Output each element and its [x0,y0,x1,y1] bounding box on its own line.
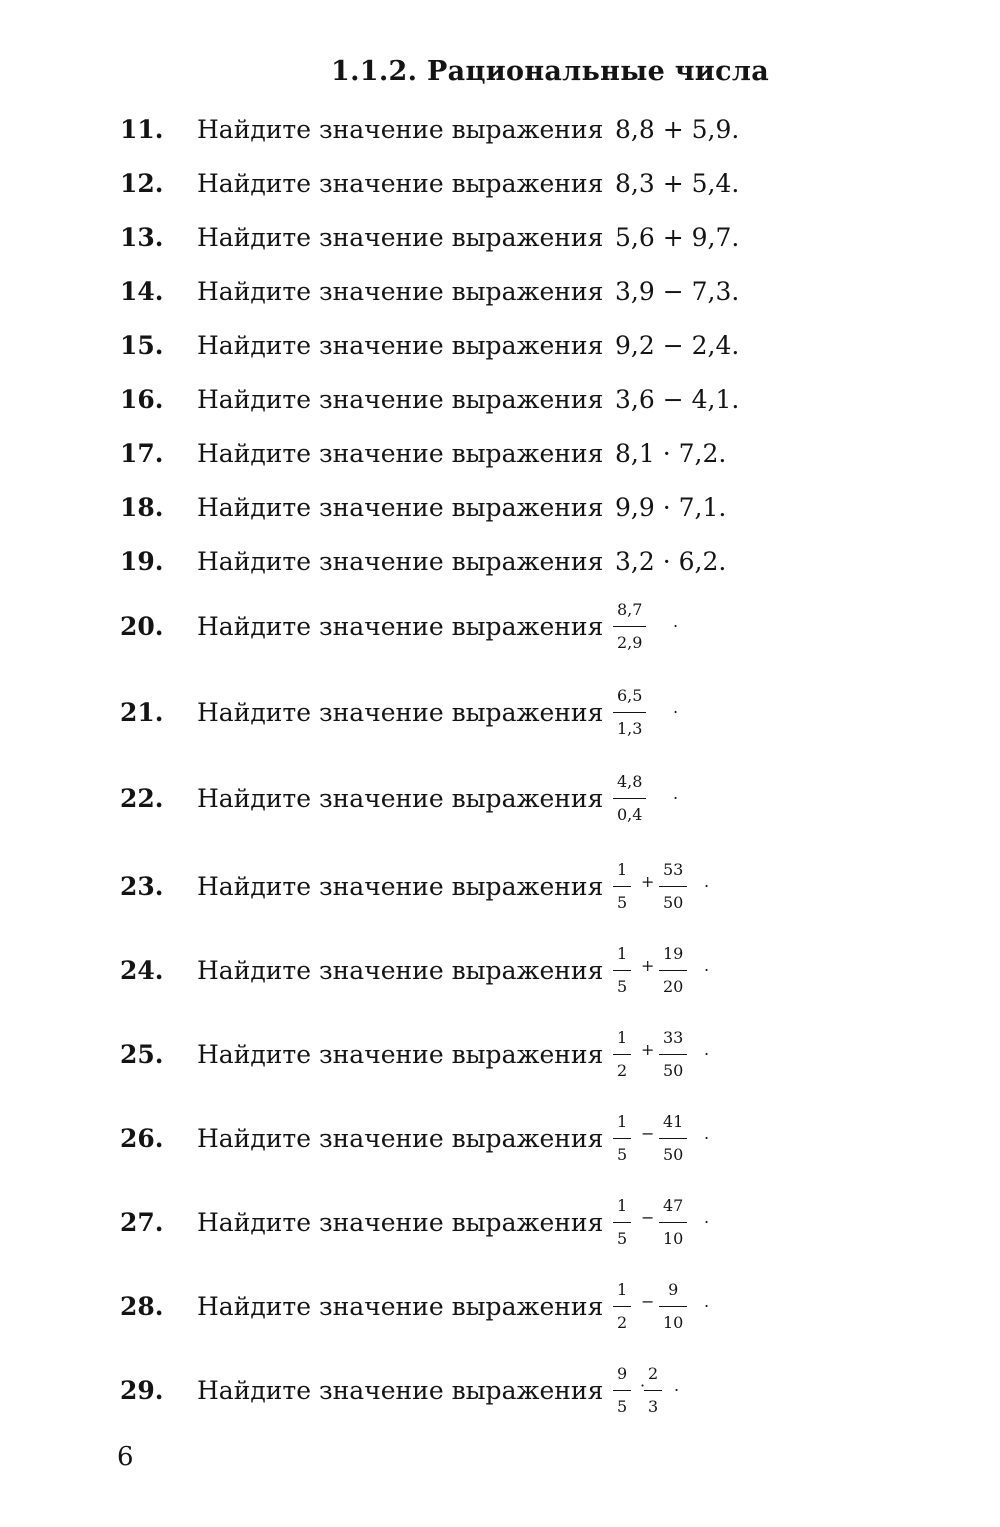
problem-prompt: Найдите значение выражения [197,169,604,198]
fraction-denominator: 10 [659,1222,687,1255]
problem-prompt: Найдите значение выражения [197,698,604,727]
fraction-denominator: 2 [613,1306,631,1339]
problem-prompt: Найдите значение выражения [197,1208,604,1237]
fraction-a [613,1022,631,1087]
operator: − [641,1292,655,1311]
problem-item [0,439,1000,479]
operator: − [641,1124,655,1143]
fraction-numerator: 47 [663,1196,684,1215]
fraction-a [613,1190,631,1255]
problem-number: 25. [120,1040,164,1069]
fraction-numerator: 1 [617,1196,628,1215]
problem-item [0,944,1000,1026]
period: . [674,1376,680,1395]
fraction-a [613,938,631,1003]
fraction-numerator: 4,8 [617,772,643,791]
fraction-denominator: 5 [613,1222,631,1255]
problem-number: 17. [120,439,164,468]
fraction-denominator: 50 [659,1138,687,1171]
fraction-denominator: 5 [613,1138,631,1171]
problem-prompt: Найдите значение выражения [197,331,604,360]
problem-prompt: Найдите значение выражения [197,115,604,144]
problem-item [0,686,1000,768]
fraction-numerator: 53 [663,860,684,879]
fraction-numerator: 19 [663,944,684,963]
problem-prompt: Найдите значение выражения [197,956,604,985]
problem-number: 26. [120,1124,164,1153]
fraction-a [613,1106,631,1171]
problem-number: 13. [120,223,164,252]
fraction [613,680,646,745]
fraction-a [613,854,631,919]
problem-expression: 3,2 · 6,2. [615,547,727,576]
problem-prompt: Найдите значение выражения [197,277,604,306]
fraction-numerator: 8,7 [617,600,643,619]
problem-number: 23. [120,872,164,901]
fraction-denominator: 2 [613,1054,631,1087]
problem-number: 20. [120,612,164,641]
problem-prompt: Найдите значение выражения [197,223,604,252]
fraction-numerator: 1 [617,1280,628,1299]
operator: − [641,1208,655,1227]
problem-number: 14. [120,277,164,306]
problem-expression: 8,8 + 5,9. [615,115,740,144]
problem-item [0,1028,1000,1110]
problem-item [0,1280,1000,1362]
fraction-b [659,1106,687,1171]
period: . [704,956,710,975]
problem-number: 27. [120,1208,164,1237]
problem-number: 29. [120,1376,164,1405]
problem-item [0,223,1000,263]
fraction-b [659,854,687,919]
problem-number: 18. [120,493,164,522]
fraction [613,594,646,659]
problem-expression: 8,1 · 7,2. [615,439,727,468]
period: . [704,1208,710,1227]
fraction-numerator: 41 [663,1112,684,1131]
problem-expression: 3,6 − 4,1. [615,385,740,414]
fraction-b [644,1358,662,1423]
problem-number: 15. [120,331,164,360]
fraction-denominator: 0,4 [613,798,646,831]
fraction-numerator: 1 [617,944,628,963]
problem-item [0,600,1000,682]
period: . [704,1124,710,1143]
problem-prompt: Найдите значение выражения [197,547,604,576]
problem-item [0,331,1000,371]
problem-number: 16. [120,385,164,414]
fraction-numerator: 33 [663,1028,684,1047]
fraction-a [613,1274,631,1339]
problem-expression: 8,3 + 5,4. [615,169,740,198]
fraction-numerator: 1 [617,1028,628,1047]
problem-item [0,547,1000,587]
fraction-b [659,1274,687,1339]
fraction [613,766,646,831]
problem-prompt: Найдите значение выражения [197,1124,604,1153]
operator: + [641,956,655,975]
fraction-b [659,1022,687,1087]
fraction-denominator: 20 [659,970,687,1003]
problem-expression: 9,9 · 7,1. [615,493,727,522]
section-title: 1.1.2. Рациональные числа [330,56,770,87]
problem-number: 22. [120,784,164,813]
fraction-denominator: 50 [659,886,687,919]
problem-expression: 5,6 + 9,7. [615,223,740,252]
problem-item [0,493,1000,533]
problem-item [0,1112,1000,1194]
fraction-denominator: 5 [613,970,631,1003]
operator: + [641,1040,655,1059]
problem-expression: 9,2 − 2,4. [615,331,740,360]
fraction-denominator: 2,9 [613,626,646,659]
fraction-denominator: 1,3 [613,712,646,745]
problem-item [0,385,1000,425]
problem-item [0,115,1000,155]
problem-prompt: Найдите значение выражения [197,612,604,641]
fraction-denominator: 10 [659,1306,687,1339]
fraction-denominator: 5 [613,1390,631,1423]
page-number: 6 [117,1442,134,1472]
operator: + [641,872,655,891]
fraction-denominator: 50 [659,1054,687,1087]
problem-item [0,1196,1000,1278]
problem-number: 11. [120,115,164,144]
problem-prompt: Найдите значение выражения [197,1040,604,1069]
problem-number: 21. [120,698,164,727]
fraction-numerator: 1 [617,860,628,879]
problem-prompt: Найдите значение выражения [197,872,604,901]
problem-item [0,1364,1000,1446]
problem-prompt: Найдите значение выражения [197,493,604,522]
problem-prompt: Найдите значение выражения [197,784,604,813]
fraction-numerator: 2 [648,1364,659,1383]
fraction-numerator: 9 [668,1280,679,1299]
fraction-numerator: 9 [617,1364,628,1383]
operator: · [640,1376,646,1395]
problem-number: 28. [120,1292,164,1321]
period: . [704,1292,710,1311]
problem-prompt: Найдите значение выражения [197,1376,604,1405]
period: . [673,612,679,631]
fraction-b [659,938,687,1003]
fraction-denominator: 5 [613,886,631,919]
fraction-numerator: 6,5 [617,686,643,705]
problem-item [0,169,1000,209]
period: . [704,1040,710,1059]
period: . [673,698,679,717]
problem-number: 12. [120,169,164,198]
problem-expression: 3,9 − 7,3. [615,277,740,306]
fraction-denominator: 3 [644,1390,662,1423]
problem-prompt: Найдите значение выражения [197,385,604,414]
problem-prompt: Найдите значение выражения [197,1292,604,1321]
period: . [704,872,710,891]
fraction-b [659,1190,687,1255]
fraction-numerator: 1 [617,1112,628,1131]
problem-number: 24. [120,956,164,985]
problem-item [0,860,1000,942]
problem-item [0,772,1000,854]
problem-prompt: Найдите значение выражения [197,439,604,468]
period: . [673,784,679,803]
problem-item [0,277,1000,317]
fraction-a [613,1358,631,1423]
problem-number: 19. [120,547,164,576]
